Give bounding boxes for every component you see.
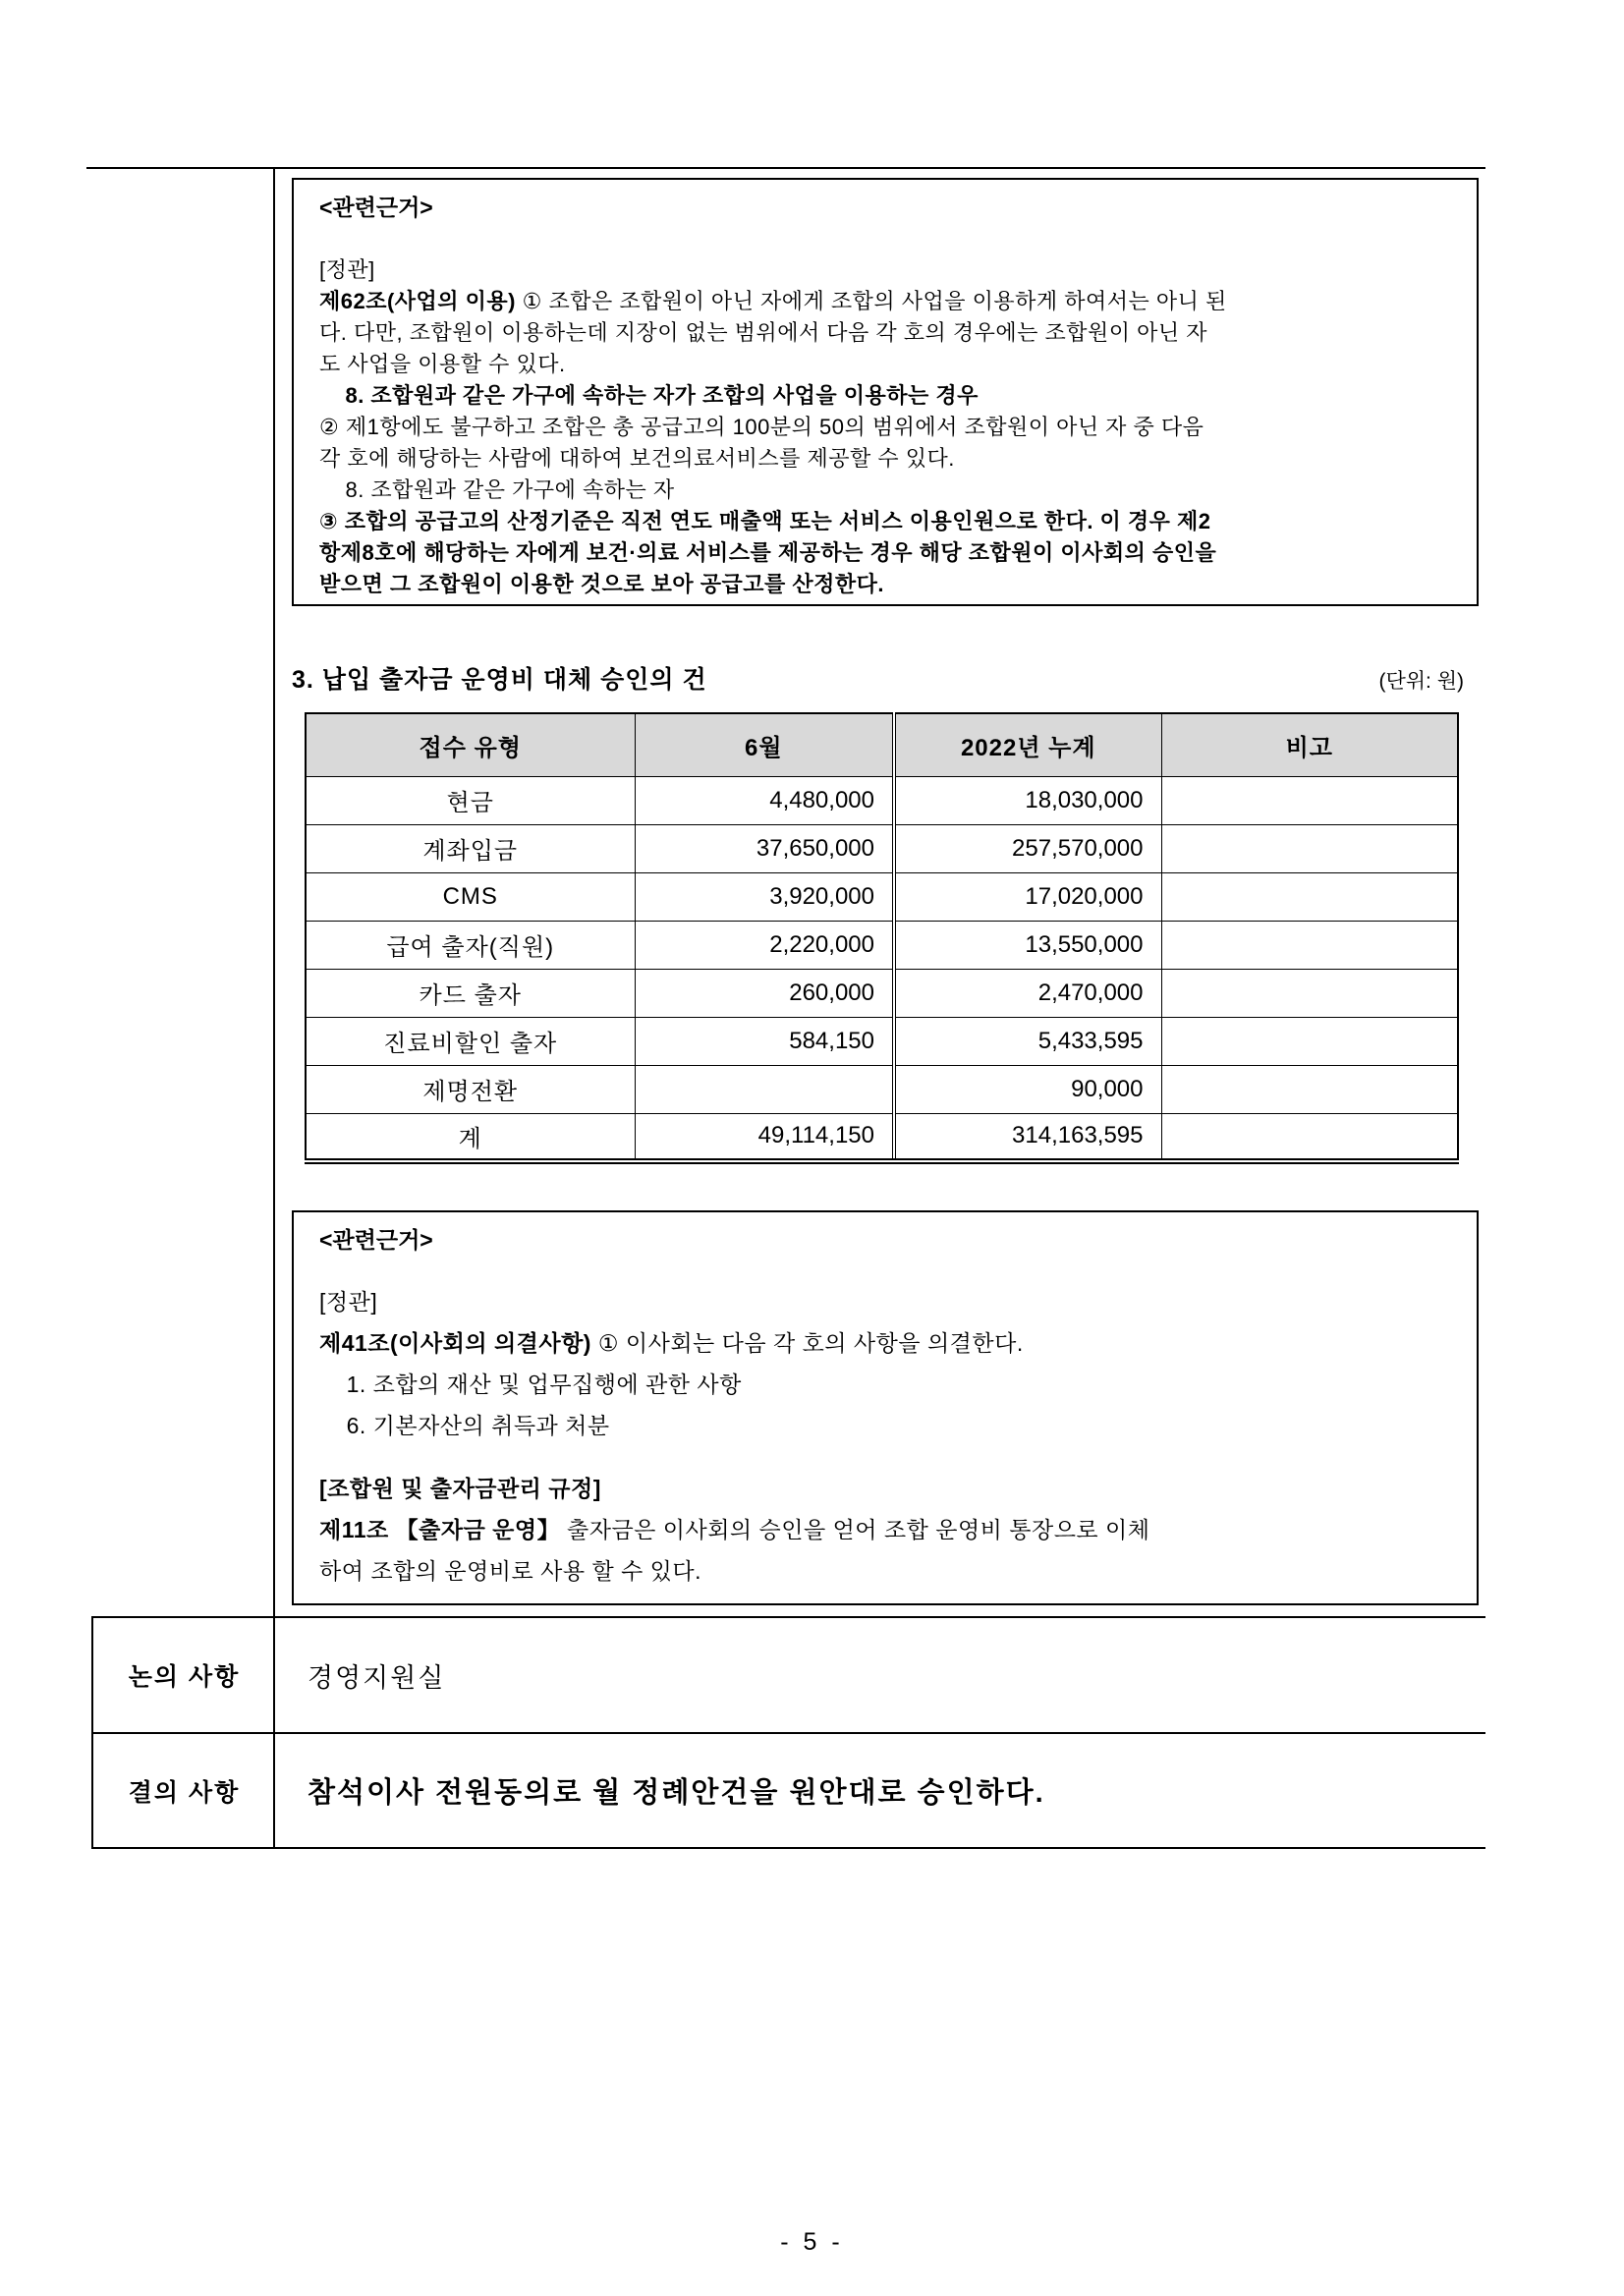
table-cell-june — [635, 1065, 894, 1113]
table-cell-cumulative: 2,470,000 — [894, 969, 1161, 1017]
bylaw-line — [319, 443, 1451, 475]
bylaw-line — [319, 317, 1451, 349]
bylaw-line-bold: 제41조(이사회의 의결사항) — [319, 1330, 591, 1356]
bylaw-line — [319, 1364, 1451, 1405]
bylaw-line-bold: 항제8호에 해당하는 자에게 보건·의료 서비스를 제공하는 경우 해당 조합원이 이사회의 승인을 — [319, 540, 1217, 565]
table-cell-june: 49,114,150 — [635, 1113, 894, 1161]
bylaw-line-bold: ③ 조합의 공급고의 산정기준은 직전 연도 매출액 또는 서비스 이용인원으로 한다. 이 경우 제2 — [319, 509, 1211, 533]
table-cell-june: 2,220,000 — [635, 921, 894, 969]
resolution-label: 결의 사항 — [128, 1778, 241, 1807]
bylaw-line-text: 각 호에 해당하는 사람에 대하여 보건의료서비스를 제공할 수 있다. — [319, 446, 955, 471]
bylaw-line — [319, 380, 1451, 412]
bylaw-line — [319, 1322, 1451, 1364]
table-header-cell: 2022년 누계 — [894, 713, 1161, 776]
table-cell-cumulative: 314,163,595 — [894, 1113, 1161, 1161]
bylaw-line — [319, 475, 1451, 506]
table-cell-category: 카드 출자 — [306, 969, 635, 1017]
bylaw-line-bold: 8. 조합원과 같은 가구에 속하는 자가 조합의 사업을 이용하는 경우 — [319, 383, 979, 408]
table-header-cell: 6월 — [635, 713, 894, 776]
bylaw-line-bold: 제62조(사업의 이용) — [319, 289, 516, 313]
agenda-title-row — [292, 660, 1464, 696]
discussion-content: 경영지원실 — [308, 1662, 446, 1693]
table-cell-category: 계 — [306, 1113, 635, 1161]
table-header-row — [306, 713, 1458, 776]
table-cell-cumulative: 13,550,000 — [894, 921, 1161, 969]
bylaw-line — [319, 1281, 1451, 1322]
label-column-divider — [273, 167, 275, 1849]
table-header-cell: 비고 — [1161, 713, 1458, 776]
bylaw-line-text: 하여 조합의 운영비로 사용 할 수 있다. — [319, 1558, 702, 1584]
table-header-cell: 접수 유형 — [306, 713, 635, 776]
table-row — [306, 921, 1458, 969]
bylaw-line-text: 출자금은 이사회의 승인을 얻어 조합 운영비 통장으로 이체 — [560, 1517, 1150, 1542]
bylaw-line — [319, 1468, 1451, 1509]
bylaw-line — [319, 1509, 1451, 1550]
table-cell-june: 584,150 — [635, 1017, 894, 1065]
table-row — [306, 1065, 1458, 1113]
bylaw-line-bold: 제11조 【출자금 운영】 — [319, 1517, 561, 1542]
table-cell-note — [1161, 1065, 1458, 1113]
contribution-table — [305, 712, 1459, 1164]
agenda-title: 3. 납입 출자금 운영비 대체 승인의 건 — [292, 666, 707, 694]
resolution-content: 참석이사 전원동의로 월 정례안건을 원안대로 승인하다. — [308, 1777, 1045, 1809]
table-cell-note — [1161, 921, 1458, 969]
table-cell-june: 4,480,000 — [635, 776, 894, 824]
bylaw-line-bold: [조합원 및 출자금관리 규정] — [319, 1476, 601, 1501]
table-row — [306, 824, 1458, 872]
resolution-row — [91, 1732, 1485, 1849]
table-cell-note — [1161, 824, 1458, 872]
table-cell-category: 현금 — [306, 776, 635, 824]
table-row — [306, 872, 1458, 921]
bylaw-line-text: 6. 기본자산의 취득과 처분 — [319, 1413, 610, 1438]
bylaw-line — [319, 506, 1451, 537]
bylaw-line-text: ① 이사회는 다음 각 호의 사항을 의결한다. — [590, 1330, 1024, 1356]
table-cell-category: CMS — [306, 872, 635, 921]
reference-box-title: <관련근거> — [319, 195, 433, 220]
table-cell-note — [1161, 776, 1458, 824]
table-cell-category: 계좌입금 — [306, 824, 635, 872]
table-cell-cumulative: 18,030,000 — [894, 776, 1161, 824]
table-row — [306, 776, 1458, 824]
bylaw-line — [319, 412, 1451, 443]
discussion-row — [91, 1616, 1485, 1732]
table-cell-june: 37,650,000 — [635, 824, 894, 872]
bylaw-line — [319, 349, 1451, 380]
bylaw-line — [319, 569, 1451, 600]
table-cell-cumulative: 90,000 — [894, 1065, 1161, 1113]
page-number: - 5 - — [780, 2228, 844, 2256]
bylaw-line-text: ① 조합은 조합원이 아닌 자에게 조합의 사업을 이용하게 하여서는 아니 된 — [516, 289, 1227, 313]
outer-table-top-rule — [86, 167, 1485, 169]
table-cell-note — [1161, 969, 1458, 1017]
table-cell-june: 260,000 — [635, 969, 894, 1017]
bylaw-line — [319, 1405, 1451, 1446]
bylaw-line — [319, 537, 1451, 569]
bylaw-line — [319, 254, 1451, 286]
table-cell-cumulative: 5,433,595 — [894, 1017, 1161, 1065]
bylaw-line-text: [정관] — [319, 257, 375, 282]
bylaw-line-text: 8. 조합원과 같은 가구에 속하는 자 — [319, 477, 675, 502]
table-cell-category: 급여 출자(직원) — [306, 921, 635, 969]
table-cell-cumulative: 257,570,000 — [894, 824, 1161, 872]
bylaw-line-text: 도 사업을 이용할 수 있다. — [319, 352, 566, 376]
bylaw-line — [319, 1550, 1451, 1592]
reference-box-1 — [292, 178, 1479, 606]
table-cell-note — [1161, 872, 1458, 921]
discussion-label: 논의 사항 — [128, 1663, 241, 1691]
bylaw-line-text: [정관] — [319, 1289, 378, 1315]
bylaw-line-text: 1. 조합의 재산 및 업무집행에 관한 사항 — [319, 1372, 742, 1397]
table-row-total — [306, 1113, 1458, 1161]
table-cell-category: 제명전환 — [306, 1065, 635, 1113]
reference-box-2 — [292, 1210, 1479, 1605]
bylaw-line — [319, 286, 1451, 317]
bylaw-line-text: 다. 다만, 조합원이 이용하는데 지장이 없는 범위에서 다음 각 호의 경우에는 조합원이 아닌 자 — [319, 320, 1208, 345]
bylaw-line-text: ② 제1항에도 불구하고 조합은 총 공급고의 100분의 50의 범위에서 조합원이 아닌 자 중 다음 — [319, 415, 1204, 439]
table-row — [306, 1017, 1458, 1065]
bylaw-line-bold: 받으면 그 조합원이 이용한 것으로 보아 공급고를 산정한다. — [319, 572, 884, 596]
table-cell-note — [1161, 1113, 1458, 1161]
reference-box-title: <관련근거> — [319, 1227, 433, 1253]
table-cell-june: 3,920,000 — [635, 872, 894, 921]
table-cell-note — [1161, 1017, 1458, 1065]
unit-note: (단위: 원) — [1378, 670, 1464, 693]
table-cell-category: 진료비할인 출자 — [306, 1017, 635, 1065]
table-cell-cumulative: 17,020,000 — [894, 872, 1161, 921]
table-row — [306, 969, 1458, 1017]
